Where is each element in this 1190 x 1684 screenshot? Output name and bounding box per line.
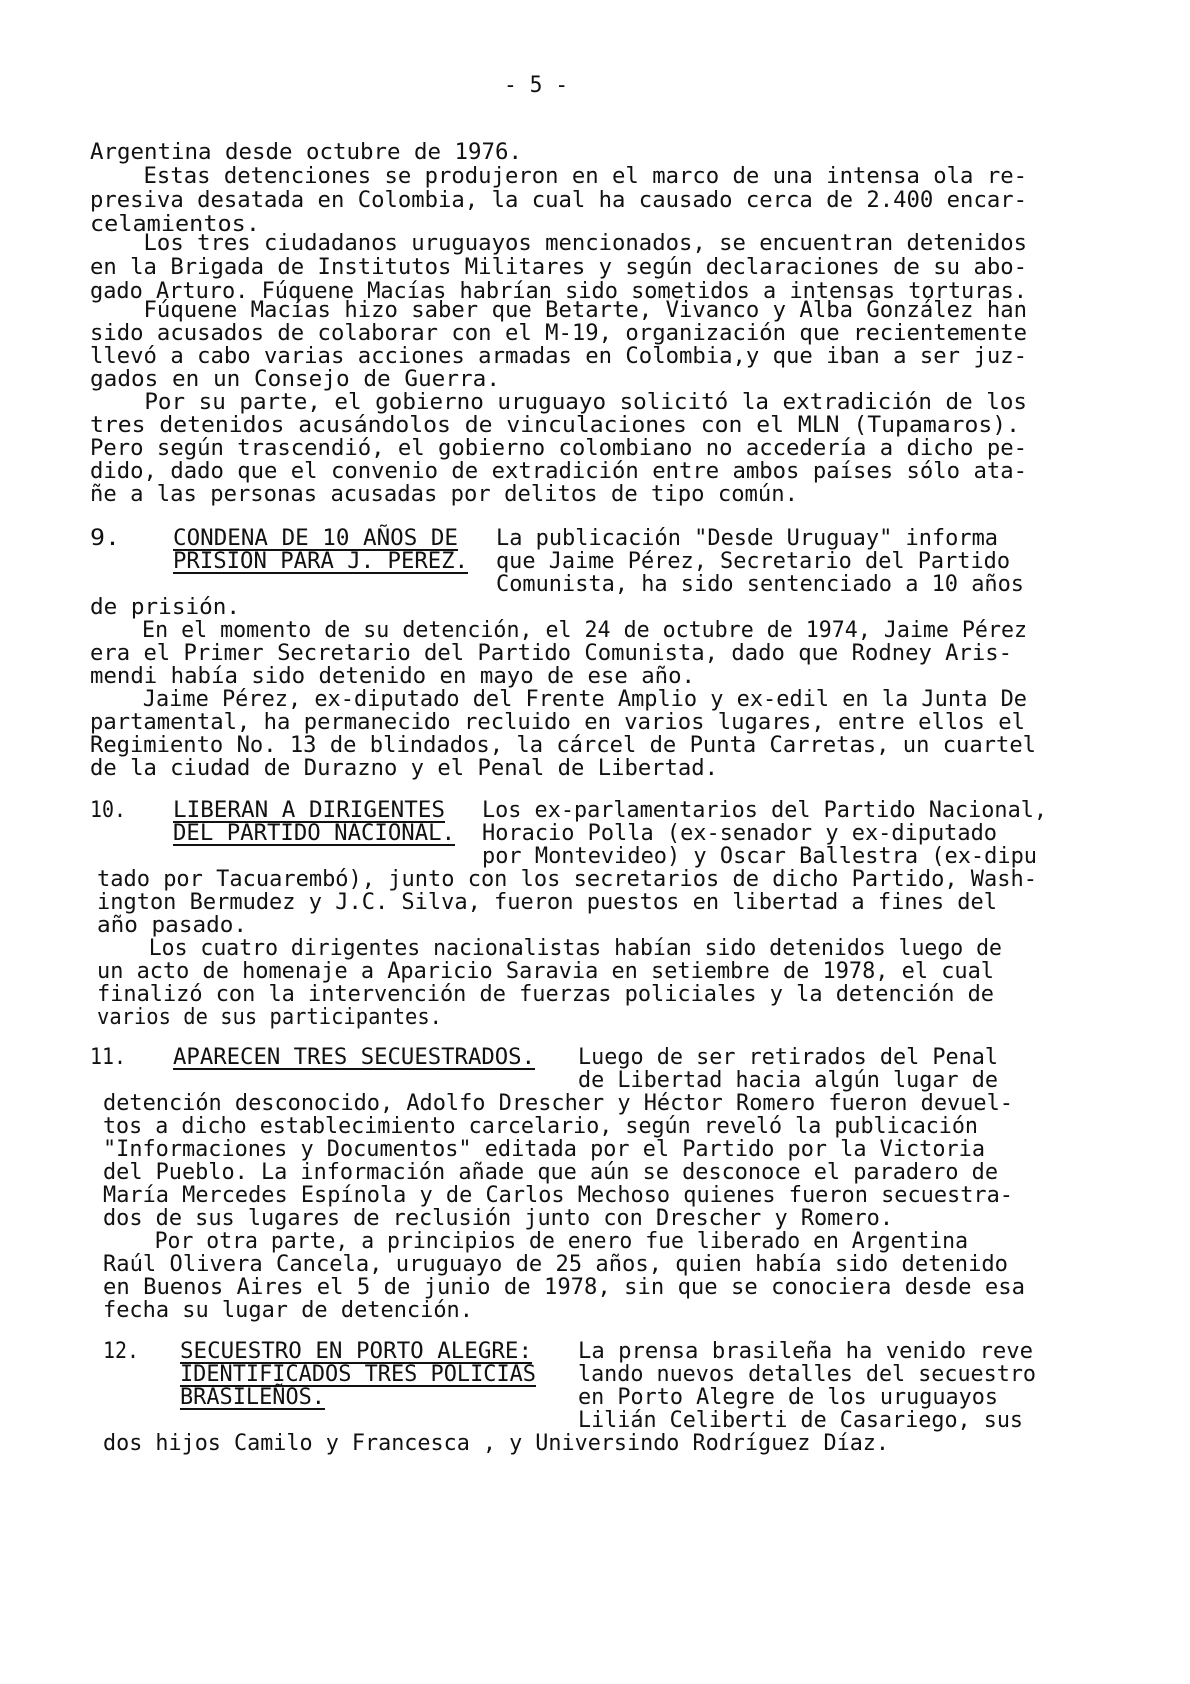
text-line: celamientos. bbox=[90, 212, 260, 237]
section-lead-line: lando nuevos detalles del secuestro bbox=[578, 1362, 1036, 1387]
text-line: del Pueblo. La información añade que aún se desconoce el paradero de bbox=[103, 1160, 998, 1185]
text-line: Por su parte, el gobierno uruguayo solicitó la extradición de los bbox=[90, 390, 1027, 415]
text-line: Regimiento No. 13 de blindados, la cárcel de Punta Carretas, un cuartel bbox=[90, 733, 1036, 758]
text-line: fecha su lugar de detención. bbox=[103, 1298, 473, 1323]
text-line: mendi había sido detenido en mayo de ese año. bbox=[90, 664, 695, 689]
text-line: María Mercedes Espínola y de Carlos Mechoso quienes fueron secuestra- bbox=[103, 1183, 1013, 1208]
section-number: 11. bbox=[90, 1045, 126, 1070]
text-line: presiva desatada en Colombia, la cual ha causado cerca de 2.400 encar- bbox=[90, 188, 1027, 213]
section-number: 10. bbox=[90, 798, 126, 823]
text-line: Raúl Olivera Cancela, uruguayo de 25 años, quien había sido detenido bbox=[103, 1252, 1008, 1277]
text-line: partamental, ha permanecido recluido en varios lugares, entre ellos el bbox=[90, 710, 1025, 735]
section-lead-line: La prensa brasileña ha venido reve bbox=[578, 1339, 1033, 1364]
text-line: un acto de homenaje a Aparicio Saravia en setiembre de 1978, el cual bbox=[97, 959, 994, 984]
section-heading: CONDENA DE 10 AÑOS DE bbox=[173, 526, 458, 551]
section-heading: LIBERAN A DIRIGENTES bbox=[173, 798, 445, 823]
text-line: dos de sus lugares de reclusión junto con Drescher y Romero. bbox=[103, 1206, 893, 1231]
section-number: 9. bbox=[90, 526, 120, 551]
text-line: detención desconocido, Adolfo Drescher y Héctor Romero fueron devuel- bbox=[103, 1091, 1013, 1116]
text-line: ñe a las personas acusadas por delitos de tipo común. bbox=[90, 482, 799, 507]
text-line: ington Bermudez y J.C. Silva, fueron puestos en libertad a fines del bbox=[97, 890, 997, 915]
text-line: Argentina desde octubre de 1976. bbox=[90, 140, 522, 165]
text-line: Los tres ciudadanos uruguayos mencionados, se encuentran detenidos bbox=[90, 231, 1027, 256]
section-heading: DEL PARTIDO NACIONAL. bbox=[173, 821, 455, 846]
section-heading: PRISION PARA J. PEREZ. bbox=[173, 549, 468, 574]
text-line: llevó a cabo varias acciones armadas en Colombia,y que iban a ser juz- bbox=[90, 344, 1027, 369]
text-line: dos hijos Camilo y Francesca , y Universindo Rodríguez Díaz. bbox=[103, 1431, 889, 1456]
section-lead-line: Lilián Celiberti de Casariego, sus bbox=[578, 1408, 1023, 1433]
text-line: tos a dicho establecimiento carcelario, según reveló la publicación bbox=[103, 1114, 978, 1139]
text-line: en la Brigada de Institutos Militares y según declaraciones de su abo- bbox=[90, 255, 1027, 280]
text-line: Los cuatro dirigentes nacionalistas habían sido detenidos luego de bbox=[97, 936, 1002, 961]
text-line: sido acusados de colaborar con el M-19, organización que recientemente bbox=[90, 321, 1027, 346]
section-lead-line: en Porto Alegre de los uruguayos bbox=[578, 1385, 998, 1410]
text-line: año pasado. bbox=[97, 913, 247, 938]
section-lead-line: Horacio Polla (ex-senador y ex-diputado bbox=[482, 821, 997, 846]
text-line: finalizó con la intervención de fuerzas policiales y la detención de bbox=[97, 982, 994, 1007]
text-line: tado por Tacuarembó), junto con los secretarios de dicho Partido, Wash- bbox=[97, 867, 1037, 892]
section-heading: IDENTIFICADOS TRES POLICIAS bbox=[180, 1362, 536, 1387]
section-lead-line: La publicación "Desde Uruguay" informa bbox=[496, 526, 998, 551]
text-line: en Buenos Aires el 5 de junio de 1978, sin que se conociera desde esa bbox=[103, 1275, 1025, 1300]
text-line: varios de sus participantes. bbox=[97, 1005, 442, 1030]
text-line: gados en un Consejo de Guerra. bbox=[90, 367, 500, 392]
text-line: "Informaciones y Documentos" editada por el Partido por la Victoria bbox=[103, 1137, 985, 1162]
text-line: de la ciudad de Durazno y el Penal de Libertad. bbox=[90, 756, 718, 781]
section-lead-line: Comunista, ha sido sentenciado a 10 años bbox=[496, 572, 1024, 597]
section-lead-line: Los ex-parlamentarios del Partido Nacional, bbox=[482, 798, 1047, 823]
text-line: dido, dado que el convenio de extradición entre ambos países sólo ata- bbox=[90, 459, 1027, 484]
text-line: Por otra parte, a principios de enero fue liberado en Argentina bbox=[103, 1229, 968, 1254]
text-line: Jaime Pérez, ex-diputado del Frente Amplio y ex-edil en la Junta De bbox=[90, 687, 1027, 712]
page-number: - 5 - bbox=[504, 73, 568, 98]
text-line: gado Arturo. Fúquene Macías habrían sido sometidos a intensas torturas. bbox=[90, 279, 1027, 304]
text-line: era el Primer Secretario del Partido Comunista, dado que Rodney Aris- bbox=[90, 641, 1013, 666]
section-lead-line: Luego de ser retirados del Penal bbox=[578, 1045, 998, 1070]
section-number: 12. bbox=[103, 1339, 139, 1364]
section-lead-line: de Libertad hacia algún lugar de bbox=[578, 1068, 998, 1093]
section-lead-line: por Montevideo) y Oscar Ballestra (ex-dipu bbox=[482, 844, 1037, 869]
text-line: Estas detenciones se produjeron en el marco de una intensa ola re- bbox=[90, 164, 1027, 189]
text-line: tres detenidos acusándolos de vinculaciones con el MLN (Tupamaros). bbox=[90, 413, 1020, 438]
section-lead-line: que Jaime Pérez, Secretario del Partido bbox=[496, 549, 1010, 574]
section-heading: BRASILEÑOS. bbox=[180, 1385, 325, 1410]
section-heading: APARECEN TRES SECUESTRADOS. bbox=[173, 1045, 535, 1070]
section-heading: SECUESTRO EN PORTO ALEGRE: bbox=[180, 1339, 532, 1364]
text-line: Pero según trascendió, el gobierno colombiano no accedería a dicho pe- bbox=[90, 436, 1027, 461]
text-line: Fúquene Macías hizo saber que Betarte, Vivanco y Alba González han bbox=[90, 298, 1027, 323]
text-line: de prisión. bbox=[90, 595, 240, 620]
text-line: En el momento de su detención, el 24 de octubre de 1974, Jaime Pérez bbox=[90, 618, 1027, 643]
